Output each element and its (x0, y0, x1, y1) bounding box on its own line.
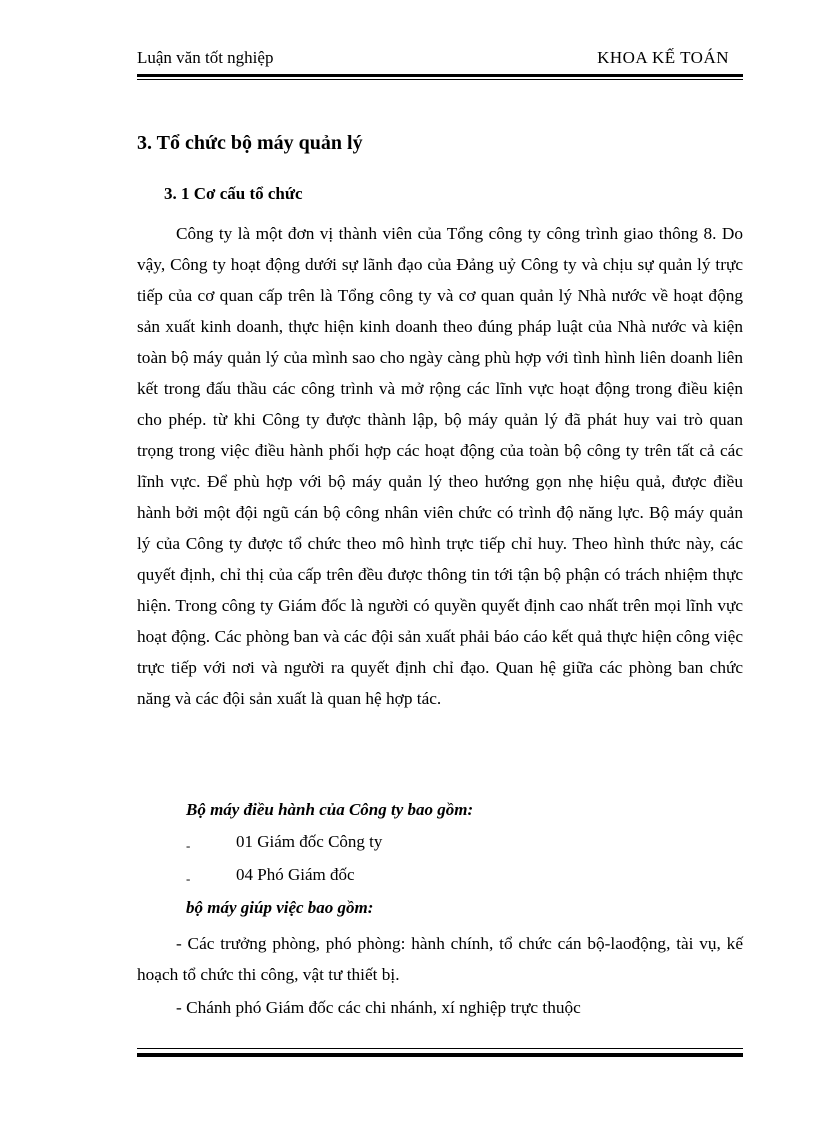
subheading-support-staff: bộ máy giúp việc bao gồm: (186, 898, 374, 917)
header-thesis-label: Luận văn tốt nghiệp (137, 48, 274, 67)
subsection-title: 3. 1 Cơ cấu tổ chức (164, 184, 303, 203)
list-bullet: - (186, 838, 191, 853)
footer-rule-thick (137, 1053, 743, 1057)
page-header (137, 48, 743, 72)
section-title: 3. Tổ chức bộ máy quản lý (137, 132, 363, 154)
header-rule-thick (137, 74, 743, 77)
body-paragraph-1: Công ty là một đơn vị thành viên của Tổng công ty công trình giao thông 8. Do vậy, Công ty hoạt động dưới sự lãnh đạo của Đảng uỷ Công ty và chịu sự quản lý trực tiếp của cơ quan cấp trên là Tổng công ty và cơ quan quản lý Nhà nước về hoạt động sản xuất kinh doanh, thực hiện kinh doanh theo đúng pháp luật của Nhà nước và kiện toàn bộ máy quản lý của mình sao cho ngày càng phù hợp với tình hình liên doanh liên kết trong đấu thầu các công trình và mở rộng các lĩnh vực hoạt động trong điều kiện cho phép. từ khi Công ty được thành lập, bộ máy quản lý đã phát huy vai trò quan trọng trong việc điều hành phối hợp các hoạt động của toàn bộ công ty trên tất cả các lĩnh vực. Để phù hợp với bộ máy quản lý theo hướng gọn nhẹ hiệu quả, được điều hành bởi một đội ngũ cán bộ công nhân viên chức có trình độ năng lực. Bộ máy quản lý của Công ty được tổ chức theo mô hình trực tiếp chỉ huy. Theo hình thức này, các quyết định, chỉ thị của cấp trên đều được thông tin tới tận bộ phận có trách nhiệm thực hiện. Trong công ty Giám đốc là người có quyền quyết định cao nhất trên mọi lĩnh vực hoạt động. Các phòng ban và các đội sản xuất phải báo cáo kết quả thực hiện công việc trực tiếp với nơi và người ra quyết định chỉ đạo. Quan hệ giữa các phòng ban chức năng và các đội sản xuất là quan hệ hợp tác. (137, 224, 743, 708)
list-item-director: 01 Giám đốc Công ty (236, 832, 383, 851)
footer-rule-thin (137, 1048, 743, 1049)
subheading-executive-board: Bộ máy điều hành của Công ty bao gồm: (186, 800, 474, 819)
header-department-label: KHOA KẾ TOÁN (597, 48, 729, 67)
body-paragraph-2: - Các trưởng phòng, phó phòng: hành chính, tổ chức cán bộ-laođộng, tài vụ, kế hoạch tổ chức thi công, vật tư thiết bị. (137, 934, 743, 984)
body-paragraph-3: - Chánh phó Giám đốc các chi nhánh, xí nghiệp trực thuộc (176, 998, 581, 1017)
header-rule-thin (137, 79, 743, 80)
list-item-deputy-directors: 04 Phó Giám đốc (236, 865, 355, 884)
list-bullet: - (186, 871, 191, 886)
